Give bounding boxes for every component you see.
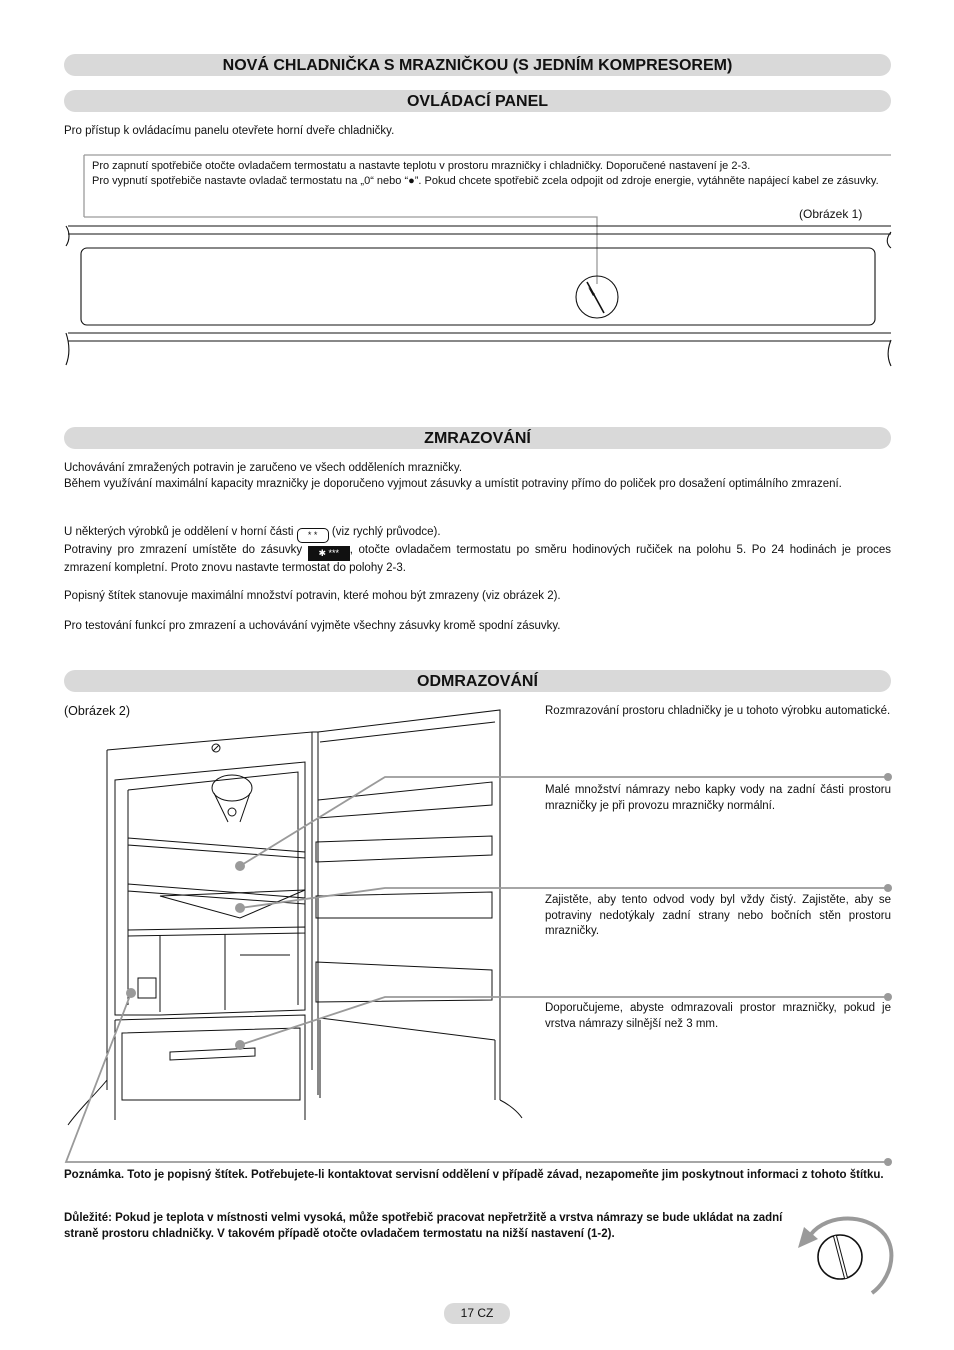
freezing-text-2a-after: (viz rychlý průvodce).	[331, 526, 441, 538]
freezing-text-1a: Uchovávání zmražených potravin je zaručeno ve všech odděleních mrazničky.	[64, 462, 463, 474]
fast-freeze-compartment-icon: * *	[297, 528, 329, 543]
freezing-paragraph-2	[64, 525, 891, 577]
important-note: Důležité: Pokud je teplota v místnosti velmi vysoká, může spotřebič pracovat nepřetržitě a vrstva námrazy se bude ukládat na zadní straně prostoru chladničky. V takovém případě otočte ovladačem termostatu na nižší nastavení (1-2).	[64, 1212, 783, 1240]
freezing-paragraph-3: Popisný štítek stanovuje maximální množství potravin, které mohou být zmrazeny (viz obrázek 2).	[64, 590, 561, 602]
control-panel-instructions	[92, 159, 891, 189]
rating-label-note: Poznámka. Toto je popisný štítek. Potřebujete-li kontaktovat servisní oddělení v případě závad, nezapomeňte jim poskytnout informaci z tohoto štítku.	[64, 1169, 884, 1181]
defrost-caption-4: Doporučujeme, abyste odmrazovali prostor mrazničky, pokud je vrstva námrazy silnější než 3 mm.	[545, 1002, 891, 1030]
freezing-text-2b-before: Potraviny pro zmrazení umístěte do zásuvky	[64, 544, 303, 556]
freezing-text-2b	[64, 543, 891, 577]
control-panel-intro: Pro přístup k ovládacímu panelu otevřete horní dveře chladničky.	[64, 125, 395, 137]
main-title: NOVÁ CHLADNIČKA S MRAZNIČKOU (S JEDNÍM KOMPRESOREM)	[64, 54, 891, 76]
section-title-freezing: ZMRAZOVÁNÍ	[64, 427, 891, 449]
freezing-text-1b: Během využívání maximální kapacity mrazničky je doporučeno vyjmout zásuvky a umístit potraviny přímo do poliček pro dosažení optimálního zmrazení.	[64, 477, 842, 490]
freezing-paragraph-1	[64, 461, 891, 492]
control-panel-off-text: Pro vypnutí spotřebiče nastavte ovladač termostatu na „0“ nebo “●”. Pokud chcete spotřebič zcela odpojit od zdroje energie, vytáhněte napájecí kabel ze zásuvky.	[92, 175, 879, 187]
defrost-caption-1: Rozmrazování prostoru chladničky je u tohoto výrobku automatické.	[545, 705, 891, 717]
page-number: 17 CZ	[444, 1303, 510, 1324]
freezing-paragraph-4: Pro testování funkcí pro zmrazení a uchovávání vyjměte všechny zásuvky kromě spodní zásuvky.	[64, 620, 561, 632]
defrost-caption-2: Malé množství námrazy nebo kapky vody na zadní části prostoru mrazničky je při provozu mrazničky normální.	[545, 784, 891, 812]
figure-2-label: (Obrázek 2)	[64, 704, 130, 718]
freezing-text-2a	[64, 525, 891, 543]
section-title-defrosting: ODMRAZOVÁNÍ	[64, 670, 891, 692]
figure-1-control-panel	[0, 0, 954, 380]
freezing-text-2a-before: U některých výrobků je oddělení v horní části	[64, 526, 294, 538]
control-panel-on-text: Pro zapnutí spotřebiče otočte ovladačem termostatu a nastavte teplotu v prostoru mrazničky i chladničky. Doporučené nastavení je 2-3.	[92, 160, 751, 172]
freezing-text-2b-after: , otočte ovladačem termostatu po směru hodinových ručiček na polohu 5. Po 24 hodinách je proces zmrazení kompletní. Proto znovu nastavte termostat do polohy 2-3.	[64, 544, 891, 574]
section-title-control-panel: OVLÁDACÍ PANEL	[64, 90, 891, 112]
figure-2-fridge-diagram	[0, 700, 954, 1180]
figure-1-label: (Obrázek 1)	[799, 207, 863, 221]
thermostat-knob-turn-icon	[790, 1205, 900, 1300]
defrost-caption-3: Zajistěte, aby tento odvod vody byl vždy čistý. Zajistěte, aby se potraviny nedotýkaly zadní strany nebo bočních stěn prostoru mrazničky.	[545, 894, 891, 937]
freezer-drawer-icon: ✱ ***	[308, 546, 350, 561]
